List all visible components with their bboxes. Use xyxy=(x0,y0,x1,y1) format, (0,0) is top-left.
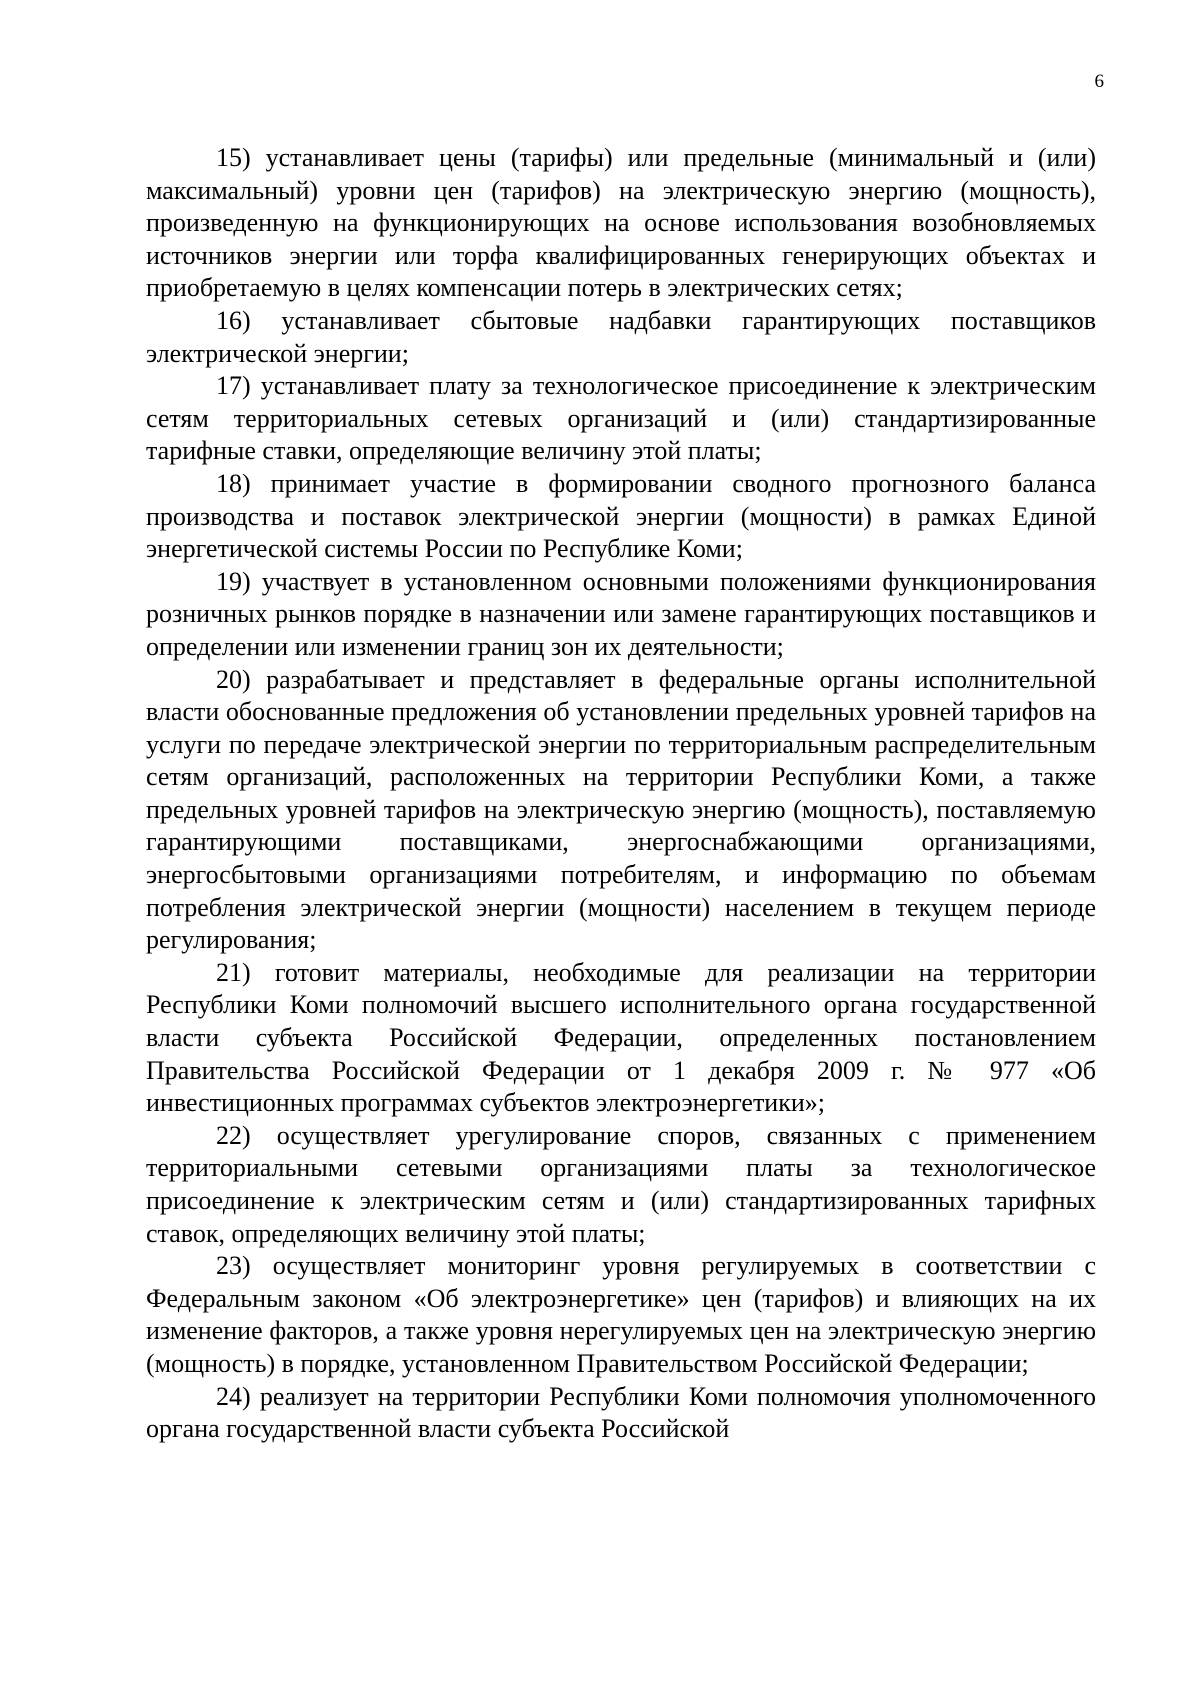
document-body xyxy=(146,142,1096,1446)
paragraph-item-22: 22) осуществляет урегулирование споров, связанных с применением территориальными сетевыми организациями платы за технологическое присоединение к электрическим сетям и (или) стандартизированных тарифных ставок, определяющих величину этой платы; xyxy=(146,1120,1096,1248)
paragraph-item-18: 18) принимает участие в формировании сводного прогнозного баланса производства и поставок электрической энергии (мощности) в рамках Единой энергетической системы России по Республике Коми; xyxy=(146,468,1096,564)
paragraph-item-17: 17) устанавливает плату за технологическое присоединение к электрическим сетям территориальных сетевых организаций и (или) стандартизированные тарифные ставки, определяющие величину этой платы; xyxy=(146,371,1096,466)
paragraph-item-21: 21) готовит материалы, необходимые для реализации на территории Республики Коми полномочий высшего исполнительного органа государственной власти субъекта Российской Федерации, определенных постановлением Правительства Российской Федерации от 1 декабря 2009 г. № 977 «Об инвестиционных программах субъектов электроэнергетики»; xyxy=(146,957,1096,1118)
paragraph-item-23: 23) осуществляет мониторинг уровня регулируемых в соответствии с Федеральным законом «Об электроэнергетике» цен (тарифов) и влияющих на их изменение факторов, а также уровня нерегулируемых цен на электрическую энергию (мощность) в порядке, установленном Правительством Российской Федерации; xyxy=(146,1251,1096,1378)
paragraph-item-24: 24) реализует на территории Республики Коми полномочия уполномоченного органа государственной власти субъекта Российской xyxy=(146,1381,1096,1444)
page-number: 6 xyxy=(1094,71,1104,92)
paragraph-item-20: 20) разрабатывает и представляет в федеральные органы исполнительной власти обоснованные предложения об установлении предельных уровней тарифов на услуги по передаче электрической энергии по территориальным распределительным сетям организаций, расположенных на территории Республики Коми, а также предельных уровней тарифов на электрическую энергию (мощность), поставляемую гарантирующими поставщиками, энергоснабжающими организациями, энергосбытовыми организациями потребителям, и информацию по объемам потребления электрической энергии (мощности) населением в текущем периоде регулирования; xyxy=(146,664,1096,955)
paragraph-item-15: 15) устанавливает цены (тарифы) или предельные (минимальный и (или) максимальный) уровни цен (тарифов) на электрическую энергию (мощность), произведенную на функционирующих на основе использования возобновляемых источников энергии или торфа квалифицированных генерирующих объектах и приобретаемую в целях компенсации потерь в электрических сетях; xyxy=(146,143,1096,303)
paragraph-item-16: 16) устанавливает сбытовые надбавки гарантирующих поставщиков электрической энергии; xyxy=(146,305,1096,368)
paragraph-item-19: 19) участвует в установленном основными положениями функционирования розничных рынков порядке в назначении или замене гарантирующих поставщиков и определении или изменении границ зон их деятельности; xyxy=(146,566,1096,661)
